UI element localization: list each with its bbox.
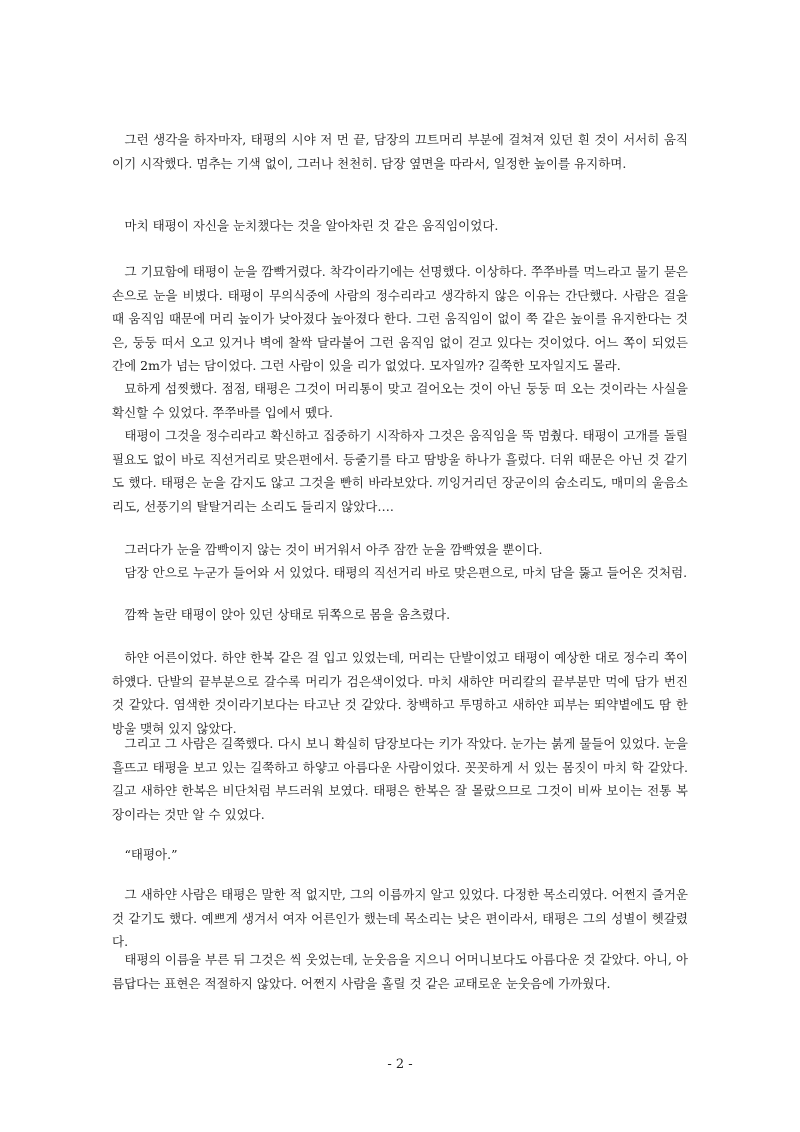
- paragraph-3: 그 기묘함에 태평이 눈을 깜빡거렸다. 착각이라기에는 선명했다. 이상하다. 쭈쭈바를 먹느라고 물기 묻은 손으로 눈을 비볐다. 태평이 무의식중에 사람의 정수리라고 생각하지 않은 이유는 간단했다. 사람은 걸을 때 움직임 때문에 머리 높이가 낮아졌다 높아졌다 한다. 그런 움직임이 없이 쭉 같은 높이를 유지한다는 것은, 둥둥 떠서 오고 있거나 벽에 찰싹 달라붙어 그런 움직임 없이 걷고 있다는 것이었다. 어느 쪽이 되었든 간에 2m가 넘는 담이었다. 그런 사람이 있을 리가 없었다. 모자일까? 길쭉한 모자일지도 몰라.: [112, 264, 688, 373]
- paragraph-9: 하얀 어른이었다. 하얀 한복 같은 걸 입고 있었는데, 머리는 단발이었고 태평이 예상한 대로 정수리 쪽이 하얬다. 단발의 끝부분으로 갈수록 머리가 검은색이었다. 마치 새하얀 머리칼의 끝부분만 먹에 담가 번진 것 같았다. 염색한 것이라기보다는 타고난 것 같았다. 창백하고 투명하고 새하얀 피부는 뙤약볕에도 땀 한 방울 맺혀 있지 않았다.: [112, 650, 688, 736]
- paragraph-10: 그리고 그 사람은 길쭉했다. 다시 보니 확실히 담장보다는 키가 작았다. 눈가는 붉게 물들어 있었다. 눈을 흘뜨고 태평을 보고 있는 길쭉하고 하얗고 아름다운 사람이었다. 꼿꼿하게 서 있는 몸짓이 마치 학 같았다. 길고 새하얀 한복은 비단처럼 부드러워 보였다. 태평은 한복은 잘 몰랐으므로 그것이 비싸 보이는 전통 복장이라는 것만 알 수 있었다.: [112, 736, 688, 822]
- dialogue-line: “태평아.”: [124, 847, 178, 862]
- paragraph-12: 그 새하얀 사람은 태평은 말한 적 없지만, 그의 이름까지 알고 있었다. 다정한 목소리였다. 어쩐지 즐거운 것 같기도 했다. 예쁘게 생겨서 여자 어른인가 했는데 목소리는 낮은 편이라서, 태평은 그의 성별이 헷갈렸다.: [112, 887, 688, 949]
- paragraph-8: 깜짝 놀란 태평이 앉아 있던 상태로 뒤쪽으로 몸을 움츠렸다.: [124, 607, 451, 622]
- page-number: - 2 -: [387, 1057, 413, 1072]
- paragraph-6: 그러다가 눈을 깜빡이지 않는 것이 버거워서 아주 잠깐 눈을 깜빡였을 뿐이다.: [124, 542, 543, 557]
- paragraph-1: 그런 생각을 하자마자, 태평의 시야 저 먼 끝, 담장의 끄트머리 부분에 걸쳐져 있던 흰 것이 서서히 움직이기 시작했다. 멈추는 기색 없이, 그러나 천천히. 담장 옆면을 따라서, 일정한 높이를 유지하며.: [112, 132, 688, 171]
- paragraph-5: 태평이 그것을 정수리라고 확신하고 집중하기 시작하자 그것은 움직임을 뚝 멈췄다. 태평이 고개를 돌릴 필요도 없이 바로 직선거리로 맞은편에서. 등줄기를 타고 땀방울 하나가 흘렀다. 더위 때문은 아닌 것 같기도 했다. 태평은 눈을 감지도 않고 그것을 빤히 바라보았다. 끼잉거리던 장군이의 숨소리도, 매미의 울음소리도, 선풍기의 탈탈거리는 소리도 들리지 않았다….: [112, 428, 688, 514]
- paragraph-13: 태평의 이름을 부른 뒤 그것은 씩 웃었는데, 눈웃음을 지으니 어머니보다도 아름다운 것 같았다. 아니, 아름답다는 표현은 적절하지 않았다. 어쩐지 사람을 홀릴 것 같은 교태로운 눈웃음에 가까웠다.: [112, 952, 688, 991]
- paragraph-2: 마치 태평이 자신을 눈치챘다는 것을 알아차린 것 같은 움직임이었다.: [124, 218, 499, 233]
- paragraph-7: 담장 안으로 누군가 들어와 서 있었다. 태평의 직선거리 바로 맞은편으로, 마치 담을 뚫고 들어온 것처럼.: [124, 565, 688, 580]
- paragraph-4: 묘하게 섬찟했다. 점점, 태평은 그것이 머리통이 맞고 걸어오는 것이 아닌 둥둥 떠 오는 것이라는 사실을 확신할 수 있었다. 쭈쭈바를 입에서 뗐다.: [112, 381, 688, 420]
